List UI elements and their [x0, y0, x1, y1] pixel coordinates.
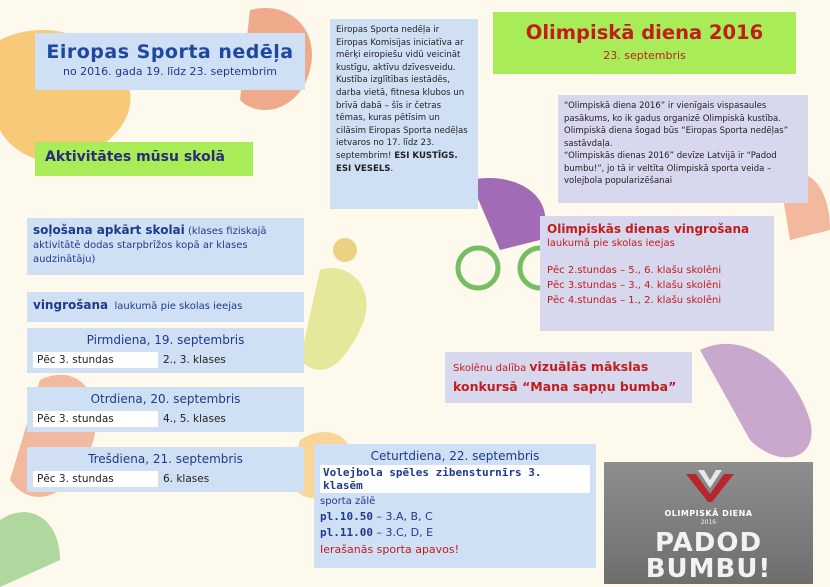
- olympic-description-2: “Olimpiskās dienas 2016” devīze Latvijā ir “Padod bumbu!”, jo tā ir veltīta Olimpiskā sporta veida – volejbola popularizēšanai: [564, 151, 777, 186]
- logo-slogan-line-1: PADOD: [654, 528, 763, 558]
- schedule-day-label: Trešdiena, 21. septembris: [88, 452, 243, 466]
- sport-week-description: [330, 19, 478, 209]
- logo-year: 2016: [700, 519, 717, 526]
- olympic-day-logo: [604, 462, 813, 584]
- page-title: Eiropas Sporta nedēļa: [46, 41, 294, 63]
- motto-text: ESI KUSTĪGS. ESI VESELS: [336, 150, 458, 174]
- olympic-exercise-box: [540, 216, 774, 331]
- schedule-row: [33, 352, 299, 368]
- olympic-exercise-title: Olimpiskās dienas vingrošana: [547, 222, 750, 236]
- walking-activity-box: [27, 218, 304, 275]
- slot-classes: – 3.A, B, C: [372, 510, 433, 523]
- exercise-activity-title: vingrošana: [33, 298, 109, 312]
- slot-classes: – 3.C, D, E: [372, 526, 434, 539]
- schedule-day-label: Ceturtdiena, 22. septembris: [370, 449, 540, 463]
- sport-week-title-box: [35, 33, 305, 90]
- schedule-row: [33, 411, 299, 427]
- slot-time: pl.10.50: [320, 510, 373, 523]
- visual-art-title: vizuālās mākslas: [529, 359, 649, 374]
- exercise-activity-box: [27, 292, 304, 322]
- olympic-exercise-place: laukumā pie skolas ieejas: [547, 238, 675, 249]
- schedule-row: [33, 471, 299, 487]
- olympic-exercise-row: Pēc 3.stundas – 3., 4. klašu skolēni: [547, 280, 722, 291]
- logo-subtitle: OLIMPISKĀ DIENA: [664, 509, 753, 518]
- olympic-day-title-box: [493, 12, 796, 74]
- schedule-time: Pēc 3. stundas: [33, 352, 158, 368]
- activities-heading: Aktivitātes mūsu skolā: [35, 142, 253, 176]
- schedule-day-tuesday: [27, 387, 304, 432]
- motto-period: .: [390, 163, 394, 174]
- walking-activity-title: soļošana apkārt skolai: [33, 223, 185, 237]
- olympic-exercise-row: Pēc 2.stundas – 5., 6. klašu skolēni: [547, 265, 722, 276]
- volleyball-tournament-title: Volejbola spēles zibensturnīrs 3. klasēm: [320, 465, 590, 493]
- olympic-day-date: 23. septembris: [603, 49, 686, 62]
- cyclist-silhouette: [470, 178, 545, 250]
- olympic-exercise-row: Pēc 4.stundas – 1., 2. klašu skolēni: [547, 295, 722, 306]
- schedule-classes: 2., 3. klases: [163, 354, 226, 366]
- figure-silhouette: [300, 268, 366, 370]
- visual-art-contest-box: [445, 352, 692, 403]
- sport-week-dates: no 2016. gada 19. līdz 23. septembrim: [62, 65, 278, 78]
- bike-wheel-shape: [458, 248, 498, 288]
- schedule-day-thursday: [314, 444, 596, 568]
- walking-activity-details: (klases fiziskajā aktivitātē dodas starpbrīžos kopā ar klases audzinātāju): [33, 226, 267, 265]
- dancer-silhouette: [700, 344, 812, 458]
- exercise-activity-place: laukumā pie skolas ieejas: [114, 301, 243, 312]
- schedule-day-label: Pirmdiena, 19. septembris: [86, 333, 245, 347]
- figure-silhouette: [0, 512, 60, 587]
- olympic-day-title: Olimpiskā diena 2016: [525, 21, 764, 44]
- schedule-day-wednesday: [27, 447, 304, 492]
- description-text: Eiropas Sporta nedēļa ir Eiropas Komisijas iniciatīva ar mērķi eiropiešu vidū veicināt kustīgu, aktīvu dzīvesveidu. Kustība izglītības iestādēs, darba vietā, fitnesa klubos un brīvā dabā – šīs ir četras tēmas, kuras pētīsim un cilāsim Eiropas Sporta nedēļas ietvaros no 17. līdz 23. septembrim!: [336, 25, 468, 161]
- schedule-day-label: Otrdiena, 20. septembris: [90, 392, 241, 406]
- schedule-day-monday: [27, 328, 304, 373]
- logo-slogan-line-2: BUMBU!: [645, 554, 772, 584]
- schedule-classes: 4., 5. klases: [163, 413, 226, 425]
- tournament-slot-1: [320, 510, 590, 523]
- olympic-day-description: [558, 95, 808, 203]
- olympic-day-emblem-icon: [682, 466, 738, 506]
- visual-art-contest-name: konkursā “Mana sapņu bumba”: [453, 379, 677, 394]
- slot-time: pl.11.00: [320, 526, 373, 539]
- schedule-time: Pēc 3. stundas: [33, 471, 158, 487]
- schedule-time: Pēc 3. stundas: [33, 411, 158, 427]
- sports-shoes-note: Ierašanās sporta apavos!: [320, 543, 460, 556]
- schedule-classes: 6. klases: [163, 473, 210, 485]
- visual-art-prefix: Skolēnu dalība: [453, 363, 530, 374]
- tournament-slot-2: [320, 526, 590, 539]
- olympic-description-1: “Olimpiskā diena 2016” ir vienīgais vispasaules pasākums, ko ik gadus organizē Olimpiskā kustība. Olimpiskā diena šogad būs “Eiropas Sporta nedēļas” sastāvdaļa.: [564, 101, 788, 149]
- ball-shape: [333, 238, 357, 262]
- tournament-place: sporta zālē: [320, 496, 376, 507]
